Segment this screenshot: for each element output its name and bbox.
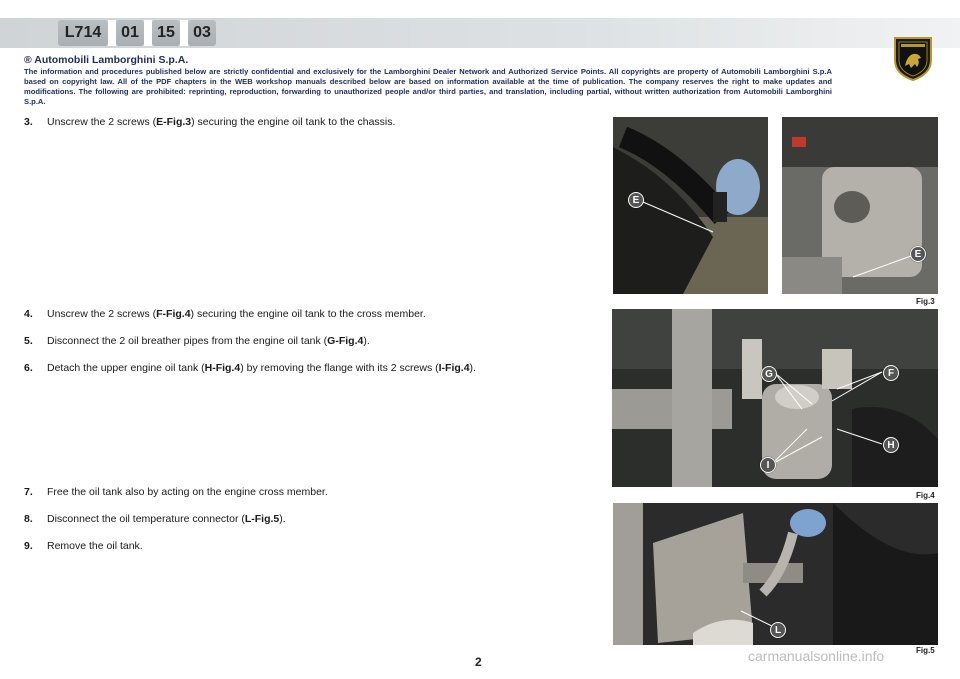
doc-code-subgroup: 15 <box>152 20 180 46</box>
figure-reference: F-Fig.4 <box>156 308 191 320</box>
callout-marker-i: I <box>760 457 776 473</box>
step-text: Unscrew the 2 screws ( <box>47 116 157 128</box>
step-8 <box>24 513 584 525</box>
doc-code-section: 03 <box>188 20 216 46</box>
code-separator <box>180 20 188 46</box>
notice-body: The information and procedures published below are strictly confidential and exclusively for the Lamborghini Dealer Network and Authorized Service Points. All copyrights are property of Automobili Lamborghini S.p.A based on copyright law. All of the PDF chapters in the WEB workshop manuals described below are based on information available at the time of publication. The company reserves the right to make updates and modifications. The following are prohibited: reprinting, reproduction, forwarding to unauthorized people and/or third parties, and translation, including partial, without written authorization from Automobili Lamborghini S.p.A. <box>24 67 832 106</box>
step-number: 6. <box>24 362 33 374</box>
step-6 <box>24 362 584 374</box>
figure-reference: E-Fig.3 <box>156 116 192 128</box>
step-number: 5. <box>24 335 33 347</box>
step-text: Remove the oil tank. <box>47 540 143 552</box>
watermark-text: carmanualsonline.info <box>748 648 885 664</box>
step-text: ) securing the engine oil tank to the chassis. <box>191 116 396 128</box>
step-text: Unscrew the 2 screws ( <box>47 308 157 320</box>
code-separator <box>144 20 152 46</box>
step-text: Disconnect the oil temperature connector ( <box>47 513 245 525</box>
fig3-caption: Fig.3 <box>916 297 935 306</box>
step-number: 7. <box>24 486 33 498</box>
figure-reference: G-Fig.4 <box>327 335 364 347</box>
step-text: Disconnect the 2 oil breather pipes from the engine oil tank ( <box>47 335 328 347</box>
figure-reference: I-Fig.4 <box>438 362 470 374</box>
callout-marker-g: G <box>761 366 777 382</box>
fig3-leader-lines <box>613 117 938 294</box>
step-number: 4. <box>24 308 33 320</box>
step-text: ). <box>279 513 286 525</box>
figure-reference: L-Fig.5 <box>244 513 280 525</box>
code-separator <box>108 20 116 46</box>
step-7 <box>24 486 584 498</box>
figure-reference: H-Fig.4 <box>204 362 241 374</box>
step-9 <box>24 540 584 552</box>
page-number: 2 <box>475 655 482 669</box>
copyright-notice <box>24 54 832 107</box>
fig4-caption: Fig.4 <box>916 491 935 500</box>
lamborghini-shield-logo <box>893 36 933 82</box>
step-4 <box>24 308 584 320</box>
fig5-caption: Fig.5 <box>916 646 935 655</box>
step-text: Detach the upper engine oil tank ( <box>47 362 205 374</box>
callout-marker-e: E <box>628 192 644 208</box>
notice-title: ® Automobili Lamborghini S.p.A. <box>24 54 189 66</box>
step-number: 8. <box>24 513 33 525</box>
doc-code-model: L714 <box>58 20 108 46</box>
step-number: 3. <box>24 116 33 128</box>
step-text: Free the oil tank also by acting on the engine cross member. <box>47 486 328 498</box>
step-text: ) by removing the flange with its 2 screws ( <box>240 362 439 374</box>
step-text: ). <box>363 335 370 347</box>
callout-marker-h: H <box>883 437 899 453</box>
doc-code-group: 01 <box>116 20 144 46</box>
step-5 <box>24 335 584 347</box>
step-text: ). <box>469 362 476 374</box>
step-3 <box>24 116 584 128</box>
callout-marker-l: L <box>770 622 786 638</box>
step-text: ) securing the engine oil tank to the cross member. <box>190 308 426 320</box>
callout-marker-f: F <box>883 365 899 381</box>
step-number: 9. <box>24 540 33 552</box>
callout-marker-e: E <box>910 246 926 262</box>
